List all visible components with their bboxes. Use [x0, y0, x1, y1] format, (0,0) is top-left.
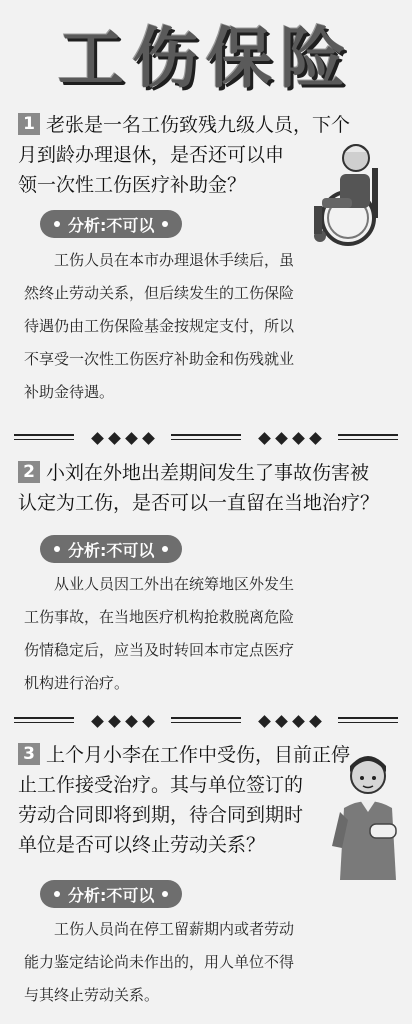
answer-3 — [24, 913, 396, 1012]
answer-line: 工伤人员在本市办理退休手续后，虽 — [54, 251, 295, 269]
bullet-dot-icon — [162, 546, 168, 552]
diamond-icon — [275, 432, 288, 445]
question-line: 劳动合同即将到期，待合同到期时 — [18, 804, 304, 826]
question-number-badge: 3 — [18, 743, 40, 765]
diamond-icon — [125, 432, 138, 445]
diamond-icon — [309, 715, 322, 728]
diamond-icon — [108, 715, 121, 728]
answer-line: 与其终止劳动关系。 — [24, 986, 160, 1004]
diamond-icon — [125, 715, 138, 728]
answer-line: 机构进行治疗。 — [24, 674, 130, 692]
question-number-badge: 2 — [18, 461, 40, 483]
diamond-icon — [292, 432, 305, 445]
question-3 — [18, 740, 350, 860]
diamond-icon — [142, 715, 155, 728]
diamond-icon — [108, 432, 121, 445]
question-line: 小刘在外地出差期间发生了事故伤害被 — [46, 462, 370, 484]
section-divider — [14, 429, 398, 445]
question-line: 月到龄办理退休，是否还可以申 — [18, 144, 285, 166]
injured-worker-illustration — [330, 750, 406, 880]
analysis-label: 分析:不可以 — [68, 215, 155, 235]
page-title: 工伤保险 — [58, 19, 354, 97]
page-title-banner — [0, 4, 412, 100]
diamond-icon — [309, 432, 322, 445]
diamond-icon — [91, 715, 104, 728]
question-line: 领一次性工伤医疗补助金？ — [18, 174, 247, 196]
question-line: 单位是否可以终止劳动关系？ — [18, 834, 266, 856]
question-number-badge: 1 — [18, 113, 40, 135]
elderly-wheelchair-illustration — [300, 128, 400, 248]
bullet-dot-icon — [54, 891, 60, 897]
analysis-pill — [40, 535, 182, 563]
question-line: 止工作接受治疗。其与单位签订的 — [18, 774, 304, 796]
answer-1 — [24, 244, 396, 409]
diamond-icon — [142, 432, 155, 445]
question-2 — [18, 458, 379, 518]
answer-line: 待遇仍由工伤保险基金按规定支付，所以 — [24, 317, 295, 335]
analysis-pill — [40, 880, 182, 908]
diamond-icon — [258, 432, 271, 445]
diamond-icon — [258, 715, 271, 728]
answer-line: 工伤人员尚在停工留薪期内或者劳动 — [54, 920, 295, 938]
answer-line: 补助金待遇。 — [24, 383, 115, 401]
diamond-icon — [292, 715, 305, 728]
answer-2 — [24, 568, 396, 700]
section-divider — [14, 712, 398, 728]
answer-line: 不享受一次性工伤医疗补助金和伤残就业 — [24, 350, 295, 368]
bullet-dot-icon — [54, 221, 60, 227]
answer-line: 从业人员因工外出在统筹地区外发生 — [54, 575, 295, 593]
analysis-pill — [40, 210, 182, 238]
answer-line: 工伤事故，在当地医疗机构抢救脱离危险 — [24, 608, 295, 626]
bullet-dot-icon — [162, 891, 168, 897]
question-line: 上个月小李在工作中受伤，目前正停 — [46, 744, 351, 766]
analysis-label: 分析:不可以 — [68, 540, 155, 560]
answer-line: 能力鉴定结论尚未作出的，用人单位不得 — [24, 953, 295, 971]
answer-line: 伤情稳定后，应当及时转回本市定点医疗 — [24, 641, 295, 659]
question-line: 认定为工伤，是否可以一直留在当地治疗？ — [18, 492, 380, 514]
diamond-icon — [275, 715, 288, 728]
question-line: 老张是一名工伤致残九级人员，下个 — [46, 114, 351, 136]
bullet-dot-icon — [54, 546, 60, 552]
analysis-label: 分析:不可以 — [68, 885, 155, 905]
answer-line: 然终止劳动关系，但后续发生的工伤保险 — [24, 284, 295, 302]
diamond-icon — [91, 432, 104, 445]
bullet-dot-icon — [162, 221, 168, 227]
